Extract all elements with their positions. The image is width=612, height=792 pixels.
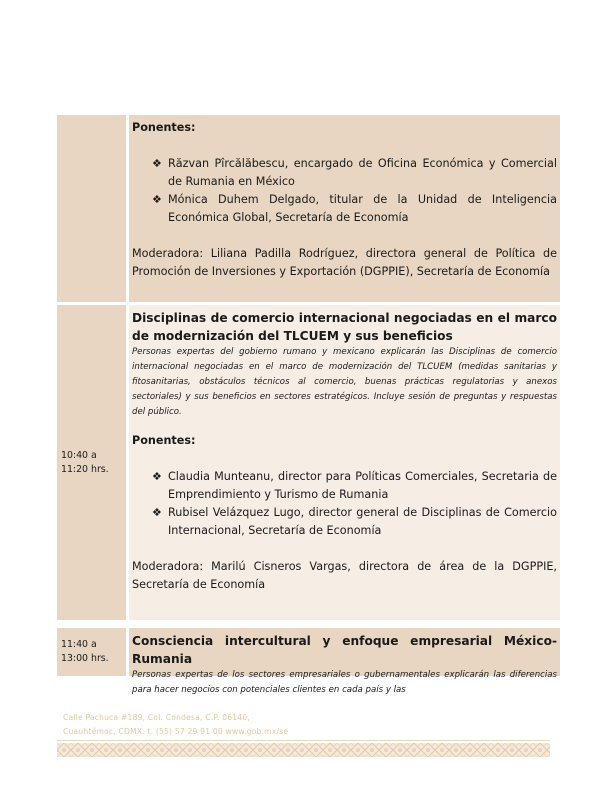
session-cell: [129, 628, 560, 695]
moderator: Moderadora: Marilú Cisneros Vargas, directora de área de la DGPPIE, Secretaría de Economía: [132, 560, 557, 591]
diamond-bullet-icon: ❖: [152, 157, 162, 170]
session-cell: [129, 305, 560, 620]
agenda-row-2: [57, 305, 560, 623]
session-title: Consciencia intercultural y enfoque empresarial México-Rumania: [132, 634, 557, 666]
footer-divider: [57, 740, 550, 741]
speaker-text: Claudia Munteanu, director para Políticas Comerciales, Secretaria de Emprendimiento y Turismo de Rumania: [168, 470, 557, 501]
speaker-list: [132, 155, 557, 227]
diamond-bullet-icon: ❖: [152, 506, 162, 519]
speaker-item: [152, 155, 557, 191]
ponentes-label: Ponentes:: [132, 434, 196, 447]
diamond-bullet-icon: ❖: [152, 193, 162, 206]
footer-address-line-2: Cuauhtémoc, CDMX. t. (55) 57 29 91 00 www.gob.mx/se: [63, 727, 289, 736]
footer-ornament-band: [57, 743, 550, 757]
ponentes-label: Ponentes:: [132, 121, 196, 134]
speaker-text: Rubisel Velázquez Lugo, director general de Disciplinas de Comercio Internacional, Secretaría de Economía: [168, 506, 557, 537]
footer-address-line-1: Calle Pachuca #189, Col. Condesa, C.P. 06140,: [63, 713, 250, 722]
diamond-bullet-icon: ❖: [152, 470, 162, 483]
session-description: Personas expertas del gobierno rumano y mexicano explicarán las Disciplinas de comercio internacional negociadas en el marco de modernización del TLCUEM (medidas sanitarias y fitosanitarias, obstáculos técnicos al comercio, buenas prácticas regulatorias y anexos sectoriales) y sus beneficios en sectores estratégicos. Incluye sesión de preguntas y respuestas del público.: [132, 347, 557, 417]
time-start: 11:40 a: [61, 639, 97, 650]
time-cell: [57, 115, 126, 302]
speaker-text: Răzvan Pîrcălăbescu, encargado de Oficina Económica y Comercial de Rumania en México: [168, 157, 557, 188]
agenda-row-3: [57, 628, 560, 695]
time-cell: [57, 305, 126, 620]
session-title: Disciplinas de comercio internacional negociadas en el marco de modernización del TLCUEM y sus beneficios: [132, 311, 557, 343]
speaker-list: [132, 468, 557, 540]
speaker-text: Mónica Duhem Delgado, titular de la Unidad de Inteligencia Económica Global, Secretaría de Economía: [168, 193, 557, 224]
time-start: 10:40 a: [61, 449, 97, 461]
speaker-item: [152, 504, 557, 540]
speaker-item: [152, 468, 557, 504]
agenda-table: [57, 115, 560, 695]
time-end: 13:00 hrs.: [61, 653, 109, 664]
session-cell: [129, 115, 560, 302]
speaker-item: [152, 191, 557, 227]
agenda-row-1: [57, 115, 560, 305]
time-end: 11:20 hrs.: [61, 463, 109, 475]
session-description: Personas expertas de los sectores empresariales o gubernamentales explicarán las diferencias para hacer negocios con potenciales clientes en cada país y las: [132, 670, 557, 695]
time-cell: [57, 628, 126, 676]
moderator: Moderadora: Liliana Padilla Rodríguez, directora general de Política de Promoción de Inversiones y Exportación (DGPPIE), Secretaría de Economía: [132, 247, 557, 278]
